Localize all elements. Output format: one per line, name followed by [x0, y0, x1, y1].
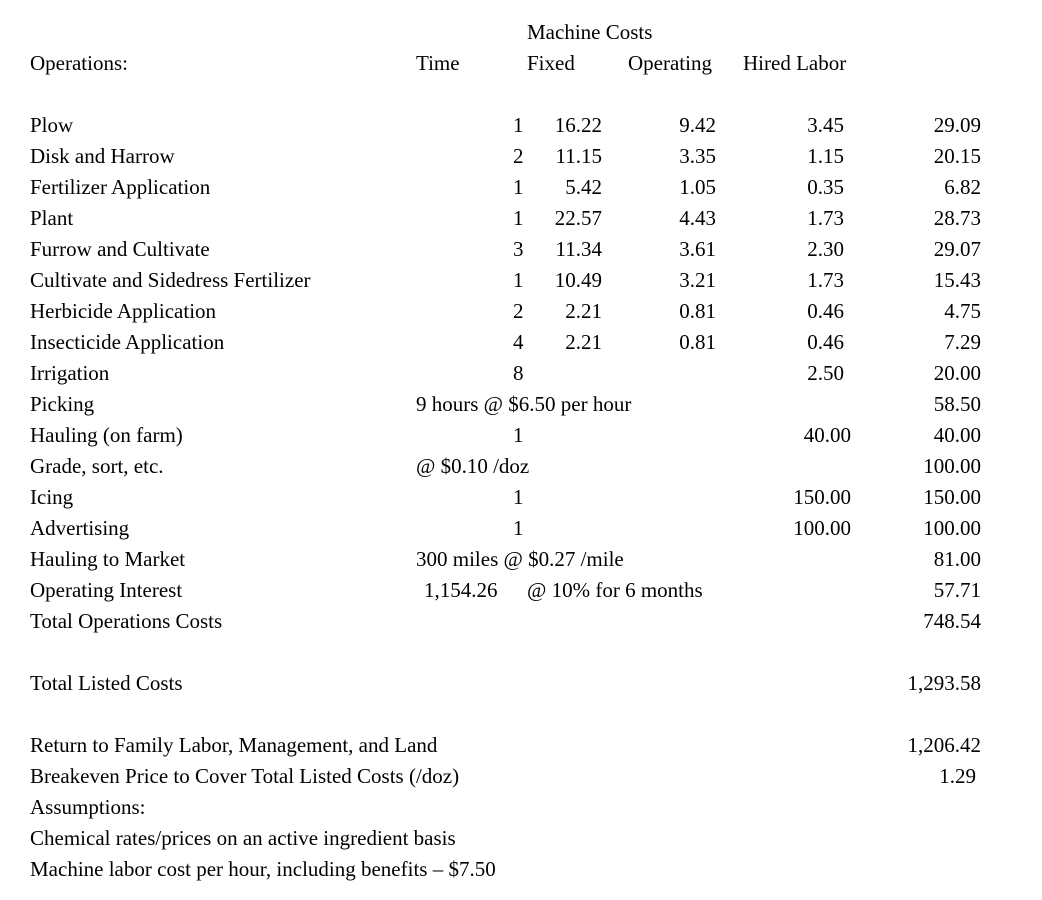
fixed-column-header: Fixed — [527, 51, 575, 75]
row-label: Total Operations Costs — [30, 609, 223, 633]
row-fixed: 2.21 — [565, 299, 602, 323]
row-fixed: 5.42 — [565, 175, 602, 199]
row-operating: 9.42 — [679, 113, 716, 137]
row-total: 29.07 — [933, 237, 981, 261]
row-hired-labor: 40.00 — [803, 423, 851, 447]
row-label: Icing — [30, 485, 74, 509]
operations-column-header: Operations: — [30, 51, 128, 75]
machine-costs-heading: Machine Costs — [527, 20, 653, 44]
row-hired-labor: 150.00 — [793, 485, 851, 509]
row-total: 100.00 — [923, 516, 981, 540]
row-label: Advertising — [30, 516, 130, 540]
row-label: Fertilizer Application — [30, 175, 211, 199]
row-operating: 3.61 — [679, 237, 716, 261]
row-label: Furrow and Cultivate — [30, 237, 210, 261]
row-total: 748.54 — [923, 609, 981, 633]
row-note-amount: 1,154.26 — [424, 578, 498, 602]
hired-labor-column-header: Hired Labor — [743, 51, 847, 75]
row-hired-labor: 0.35 — [807, 175, 844, 199]
row-time: 1 — [513, 175, 524, 199]
time-column-header: Time — [416, 51, 460, 75]
return-value: 1,206.42 — [907, 733, 981, 757]
row-note: @ $0.10 /doz — [416, 454, 530, 478]
row-fixed: 11.15 — [555, 144, 602, 168]
return-label: Return to Family Labor, Management, and Land — [30, 733, 438, 757]
row-fixed: 2.21 — [565, 330, 602, 354]
row-time: 8 — [513, 361, 524, 385]
assumption-line: Chemical rates/prices on an active ingredient basis — [30, 826, 456, 850]
row-operating: 3.21 — [679, 268, 716, 292]
row-time: 2 — [513, 144, 524, 168]
row-operating: 1.05 — [679, 175, 716, 199]
row-fixed: 11.34 — [555, 237, 602, 261]
row-fixed: 22.57 — [554, 206, 602, 230]
row-hired-labor: 0.46 — [807, 299, 844, 323]
row-hired-labor: 1.15 — [807, 144, 844, 168]
row-time: 1 — [513, 206, 524, 230]
row-hired-labor: 100.00 — [793, 516, 851, 540]
row-label: Hauling to Market — [30, 547, 186, 571]
row-total: 15.43 — [933, 268, 981, 292]
row-label: Picking — [30, 392, 95, 416]
row-time: 1 — [513, 113, 524, 137]
row-hired-labor: 0.46 — [807, 330, 844, 354]
row-total: 40.00 — [933, 423, 981, 447]
row-fixed: 10.49 — [554, 268, 602, 292]
row-label: Disk and Harrow — [30, 144, 175, 168]
row-total: 20.00 — [933, 361, 981, 385]
row-note: 300 miles @ $0.27 /mile — [416, 547, 624, 571]
row-total: 58.50 — [933, 392, 981, 416]
row-operating: 3.35 — [679, 144, 716, 168]
row-label: Insecticide Application — [30, 330, 225, 354]
row-label: Plow — [30, 113, 74, 137]
row-total: 150.00 — [923, 485, 981, 509]
row-time: 1 — [513, 423, 524, 447]
row-operating: 0.81 — [679, 299, 716, 323]
row-time: 3 — [513, 237, 524, 261]
row-total: 28.73 — [933, 206, 981, 230]
row-total: 6.82 — [944, 175, 981, 199]
row-operating: 0.81 — [679, 330, 716, 354]
row-label: Operating Interest — [30, 578, 183, 602]
row-time: 2 — [513, 299, 524, 323]
row-hired-labor: 2.30 — [807, 237, 844, 261]
row-total: 4.75 — [944, 299, 981, 323]
row-label: Irrigation — [30, 361, 110, 385]
row-time: 4 — [513, 330, 524, 354]
row-hired-labor: 1.73 — [807, 206, 844, 230]
row-total: 81.00 — [933, 547, 981, 571]
row-label: Herbicide Application — [30, 299, 217, 323]
row-total: 29.09 — [933, 113, 981, 137]
row-label: Hauling (on farm) — [30, 423, 183, 447]
assumption-line: Machine labor cost per hour, including benefits – $7.50 — [30, 857, 496, 881]
operating-column-header: Operating — [628, 51, 712, 75]
row-time: 1 — [513, 485, 524, 509]
breakeven-value: 1.29 — [939, 764, 976, 788]
row-note: 9 hours @ $6.50 per hour — [416, 392, 632, 416]
row-label: Cultivate and Sidedress Fertilizer — [30, 268, 311, 292]
breakeven-label: Breakeven Price to Cover Total Listed Costs (/doz) — [30, 764, 460, 788]
row-total: 7.29 — [944, 330, 981, 354]
row-fixed: 16.22 — [554, 113, 602, 137]
assumptions-heading: Assumptions: — [30, 795, 146, 819]
row-total: 20.15 — [933, 144, 981, 168]
total-listed-costs-value: 1,293.58 — [907, 671, 981, 695]
row-operating: 4.43 — [679, 206, 716, 230]
row-hired-labor: 3.45 — [807, 113, 844, 137]
row-time: 1 — [513, 268, 524, 292]
row-time: 1 — [513, 516, 524, 540]
row-hired-labor: 1.73 — [807, 268, 844, 292]
row-label: Plant — [30, 206, 74, 230]
row-hired-labor: 2.50 — [807, 361, 844, 385]
row-note: @ 10% for 6 months — [527, 578, 703, 602]
row-label: Grade, sort, etc. — [30, 454, 164, 478]
row-total: 100.00 — [923, 454, 981, 478]
total-listed-costs-label: Total Listed Costs — [30, 671, 183, 695]
row-total: 57.71 — [933, 578, 981, 602]
